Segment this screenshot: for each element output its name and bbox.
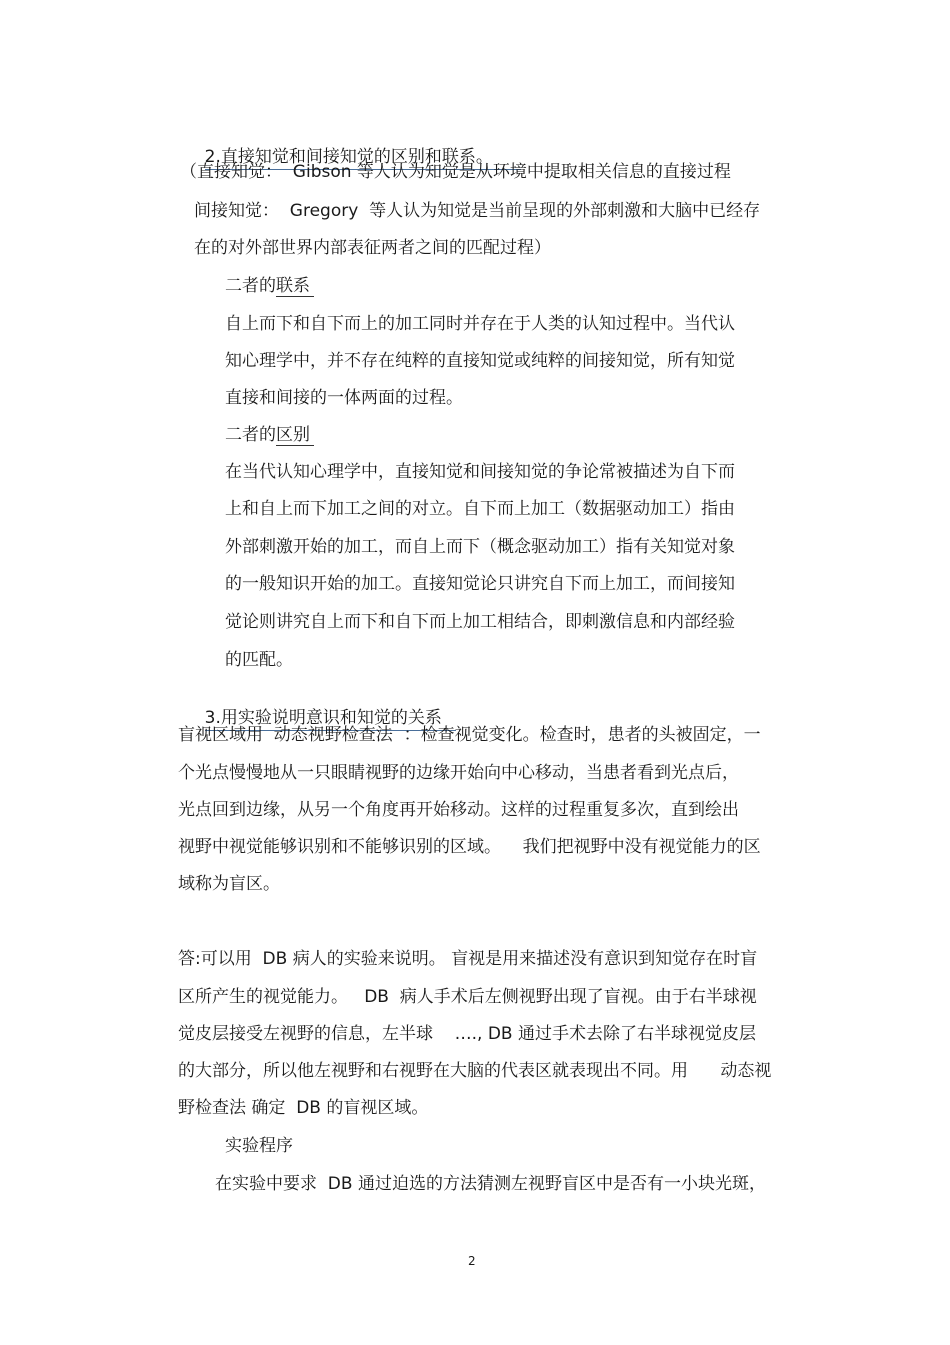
section-heading-q3: 3.用实验说明意识和知觉的关系 <box>183 688 456 748</box>
procedure-title: 实验程序 <box>225 1136 293 1156</box>
difference-line: 的匹配。 <box>225 650 293 670</box>
blindsight-line: 域称为盲区。 <box>178 874 280 894</box>
answer-line: 的大部分，所以他左视野和右视野在大脑的代表区就表现出不同。用 动态视 <box>178 1061 772 1081</box>
blindsight-line: 盲视区域用 动态视野检查法 ：检查视觉变化。检查时，患者的头被固定，一 <box>178 725 761 745</box>
answer-line: 区所产生的视觉能力。 DB 病人手术后左侧视野出现了盲视。由于右半球视 <box>178 987 757 1007</box>
section-heading-q2: 2.直接知觉和间接知觉的区别和联系。 <box>183 127 521 187</box>
relation-line: 知心理学中，并不存在纯粹的直接知觉或纯粹的间接知觉，所有知觉 <box>225 351 735 371</box>
answer-line: 野检查法 确定 DB 的盲视区域。 <box>178 1098 429 1118</box>
procedure-line: 在实验中要求 DB 通过迫选的方法猜测左视野盲区中是否有一小块光斑， <box>215 1174 766 1194</box>
difference-line: 觉论则讲究自上而下和自下而上加工相结合，即刺激信息和内部经验 <box>225 612 735 632</box>
indirect-perception-definition: 间接知觉： Gregory 等人认为知觉是当前呈现的外部刺激和大脑中已经存 <box>194 201 761 221</box>
answer-line: 觉皮层接受左视野的信息，左半球 …., DB 通过手术去除了右半球视觉皮层 <box>178 1024 756 1044</box>
direct-perception-definition: （直接知觉： Gibson 等人认为知觉是从环境中提取相关信息的直接过程 <box>180 162 731 182</box>
indirect-perception-definition-cont: 在的对外部世界内部表征两者之间的匹配过程） <box>194 238 551 258</box>
subheading-difference: 二者的区别 <box>225 425 314 445</box>
relation-line: 自上而下和自下而上的加工同时并存在于人类的认知过程中。当代认 <box>225 314 735 334</box>
blindsight-line: 个光点慢慢地从一只眼睛视野的边缘开始向中心移动，当患者看到光点后， <box>178 763 739 783</box>
blindsight-line: 光点回到边缘，从另一个角度再开始移动。这样的过程重复多次，直到绘出 <box>178 800 739 820</box>
difference-line: 在当代认知心理学中，直接知觉和间接知觉的争论常被描述为自下而 <box>225 462 735 482</box>
difference-line: 上和自上而下加工之间的对立。自下而上加工（数据驱动加工）指由 <box>225 499 735 519</box>
difference-line: 的一般知识开始的加工。直接知觉论只讲究自下而上加工，而间接知 <box>225 574 735 594</box>
relation-line: 直接和间接的一体两面的过程。 <box>225 388 463 408</box>
difference-line: 外部刺激开始的加工，而自上而下（概念驱动加工）指有关知觉对象 <box>225 537 735 557</box>
page-number: 2 <box>468 1254 476 1268</box>
answer-line: 答:可以用 DB 病人的实验来说明。 盲视是用来描述没有意识到知觉存在时盲 <box>178 949 758 969</box>
subheading-relation: 二者的联系 <box>225 276 314 296</box>
blindsight-line: 视野中视觉能够识别和不能够识别的区域。 我们把视野中没有视觉能力的区 <box>178 837 761 857</box>
